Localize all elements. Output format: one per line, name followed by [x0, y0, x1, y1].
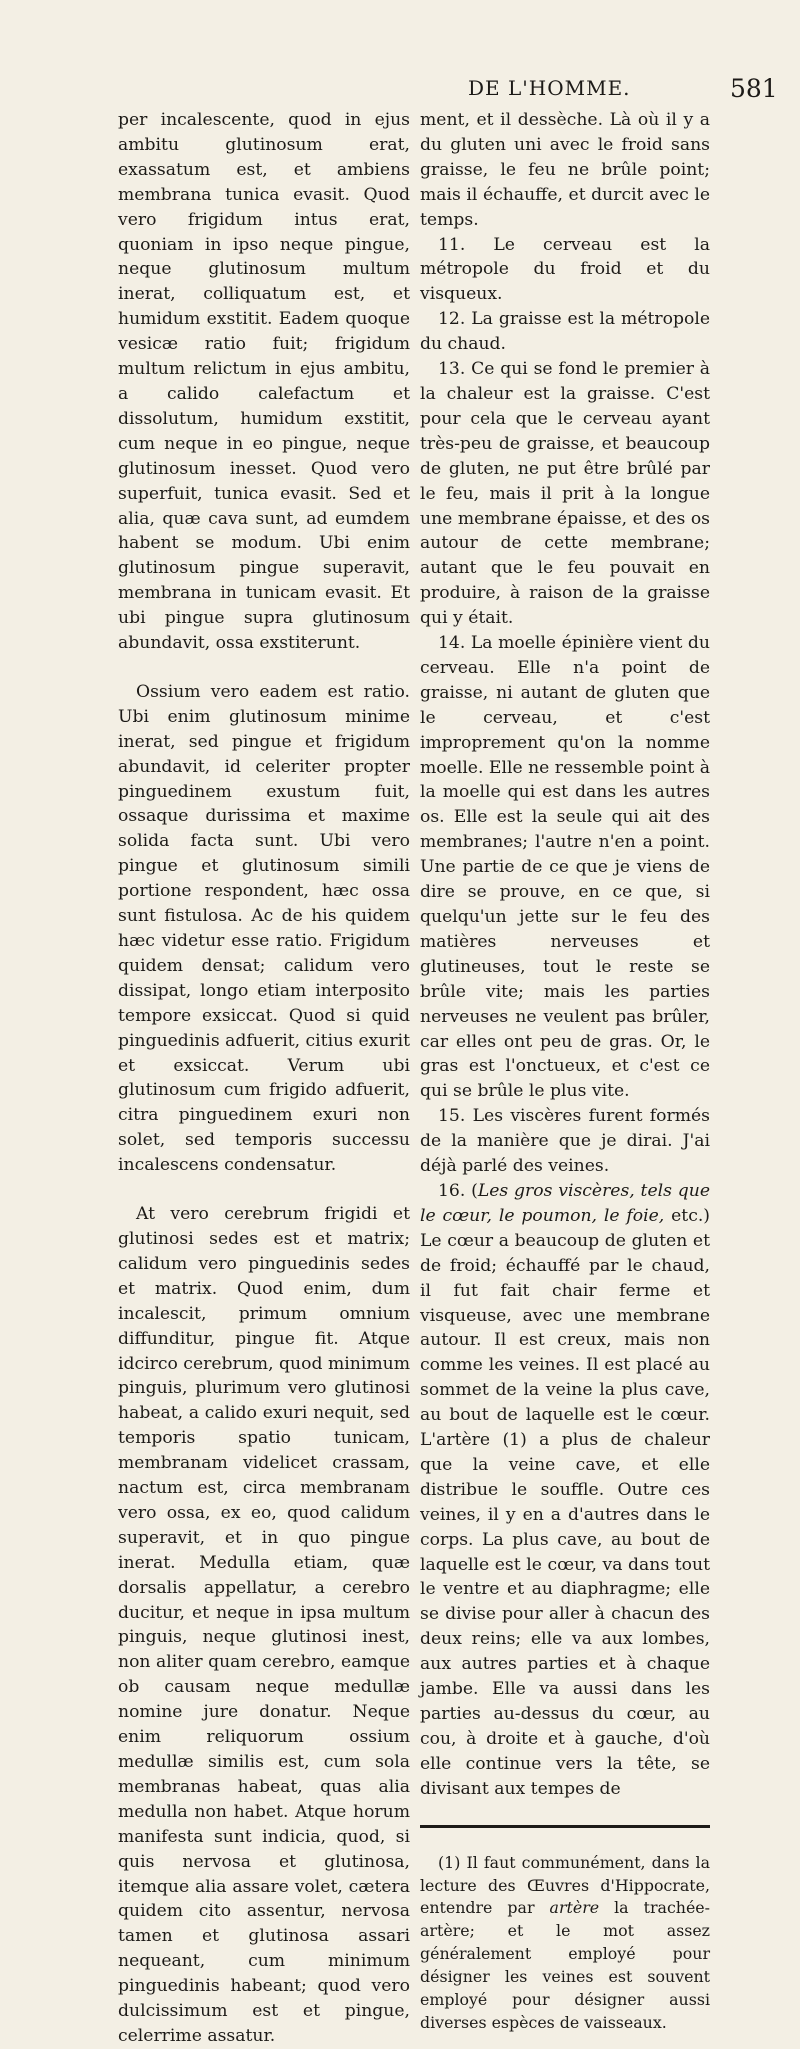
french-paragraph-16	[420, 1179, 710, 1802]
french-paragraph-13: 13. Ce qui se fond le premier à la chaleur est la graisse. C'est pour cela que le cerveau ayant très-peu de graisse, et beaucoup de gluten, ne put être brûlé par le feu, mais il prit à la longue une membrane épaisse, et des os autour de cette membrane; autant que le feu pouvait en produire, à raison de la graisse qui y était.	[420, 359, 710, 629]
french-paragraph-11: 11. Le cerveau est la métropole du froid et du visqueux.	[420, 234, 710, 305]
french-paragraph-15: 15. Les viscères furent formés de la manière que je dirai. J'ai déjà parlé des veines.	[420, 1106, 710, 1177]
latin-column	[118, 108, 410, 2049]
latin-paragraph-2: Ossium vero eadem est ratio. Ubi enim glutinosum minime inerat, sed pingue et frigidum abundavit, id celeriter propter pinguedinem exustum fuit, ossaque durissima et maxime solida facta sunt. Ubi vero pingue et glutinosum simili portione respondent, hæc ossa sunt fistulosa. Ac de his quidem hæc videtur esse ratio. Frigidum quidem densat; calidum vero dissipat, longo etiam interposito tempore exsiccat. Quod si quid pinguedinis adfuerit, citius exurit et exsiccat. Verum ubi glutinosum cum frigido adfuerit, citra pinguedinem exuri non solet, sed temporis successu incalescens condensatur.	[118, 681, 410, 1176]
footnote-divider	[420, 1825, 710, 1828]
paragraph-16-number: 16. (	[438, 1180, 478, 1201]
french-paragraph-12: 12. La graisse est la métropole du chaud.	[420, 309, 710, 355]
running-head: DE L'HOMME.	[468, 76, 631, 100]
latin-paragraph-3: At vero cerebrum frigidi et glutinosi sedes est et matrix; calidum vero pinguedinis sedes et matrix. Quod enim, dum incalescit, primum omnium diffunditur, pingue fit. Atque idcirco cerebrum, quod minimum pinguis, plurimum vero glutinosi habeat, a calido exuri nequit, sed temporis spatio tunicam, membranam videlicet crassam, nactum est, circa membranam vero ossa, ex eo, quod calidum superavit, et in quo pingue inerat. Medulla etiam, quæ dorsalis appellatur, a cerebro ducitur, et neque in ipsa multum pinguis, neque glutinosi inest, non aliter quam cerebro, eamque ob causam neque medullæ nomine jure donatur. Neque enim reliquorum ossium medullæ similis est, cum sola membranas habeat, quas alia medulla non habet. Atque horum manifesta sunt indicia, quod, si quis nervosa et glutinosa, itemque alia assare volet, cætera quidem cito assentur, nervosa tamen et glutinosa assari nequeant, cum minimum pinguedinis habeant; quod vero dulcissimum est et pingue, celerrime assatur.	[118, 1204, 410, 2046]
footnote-italic: artère	[549, 1898, 600, 1918]
footnote-text-end: la trachée-artère; et le mot assez généralement employé pour désigner les veines est souvent employé pour désigner aussi diverses espèces de vaisseaux.	[420, 1898, 710, 2032]
french-column	[420, 108, 710, 2035]
footnote	[420, 1852, 710, 2035]
page-header	[0, 70, 800, 110]
french-paragraph-1: ment, et il dessèche. Là où il y a du gluten uni avec le froid sans graisse, le feu ne brûle point; mais il échauffe, et durcit avec le temps.	[420, 110, 710, 230]
paragraph-16-text: etc.) Le cœur a beaucoup de gluten et de froid; échauffé par le chaud, il fut fait chair ferme et visqueuse, avec une membrane autour. Il est creux, mais non comme les veines. Il est placé au sommet de la veine la plus cave, au bout de laquelle est le cœur. L'artère (1) a plus de chaleur que la veine cave, et elle distribue le souffle. Outre ces veines, il y en a d'autres dans le corps. La plus cave, au bout de laquelle est le cœur, va dans tout le ventre et au diaphragme; elle se divise pour aller à chacun des deux reins; elle va aux lombes, aux autres parties et à chaque jambe. Elle va aussi dans les parties au-dessus du cœur, au cou, à droite et à gauche, d'où elle continue vers la tête, se divisant aux tempes de	[420, 1205, 710, 1799]
paragraph-16-italic: Les gros viscères, tels que le cœur, le poumon, le foie,	[420, 1180, 710, 1226]
page-number: 581	[730, 74, 778, 103]
footnote-text-start: (1) Il faut communément, dans la lecture des Œuvres d'Hippocrate, entendre par	[420, 1852, 710, 1918]
latin-paragraph-1: per incalescente, quod in ejus ambitu glutinosum erat, exassatum est, et ambiens membrana tunica evasit. Quod vero frigidum intus erat, quoniam in ipso neque pingue, neque glutinosum multum inerat, colliquatum est, et humidum exstitit. Eadem quoque vesicæ ratio fuit; frigidum multum relictum in ejus ambitu, a calido calefactum et dissolutum, humidum exstitit, cum neque in eo pingue, neque glutinosum inesset. Quod vero superfuit, tunica evasit. Sed et alia, quæ cava sunt, ad eumdem habent se modum. Ubi enim glutinosum pingue superavit, membrana in tunicam evasit. Et ubi pingue supra glutinosum abundavit, ossa exstiterunt.	[118, 110, 410, 654]
french-paragraph-14: 14. La moelle épinière vient du cerveau. Elle n'a point de graisse, ni autant de gluten que le cerveau, et c'est improprement qu'on la nomme moelle. Elle ne ressemble point à la moelle qui est dans les autres os. Elle est la seule qui ait des membranes; l'autre n'en a point. Une partie de ce que je viens de dire se prouve, en ce que, si quelqu'un jette sur le feu des matières nerveuses et glutineuses, tout le reste se brûle vite; mais les parties nerveuses ne veulent pas brûler, car elles ont peu de gras. Or, le gras est l'onctueux, et c'est ce qui se brûle le plus vite.	[420, 633, 710, 1102]
